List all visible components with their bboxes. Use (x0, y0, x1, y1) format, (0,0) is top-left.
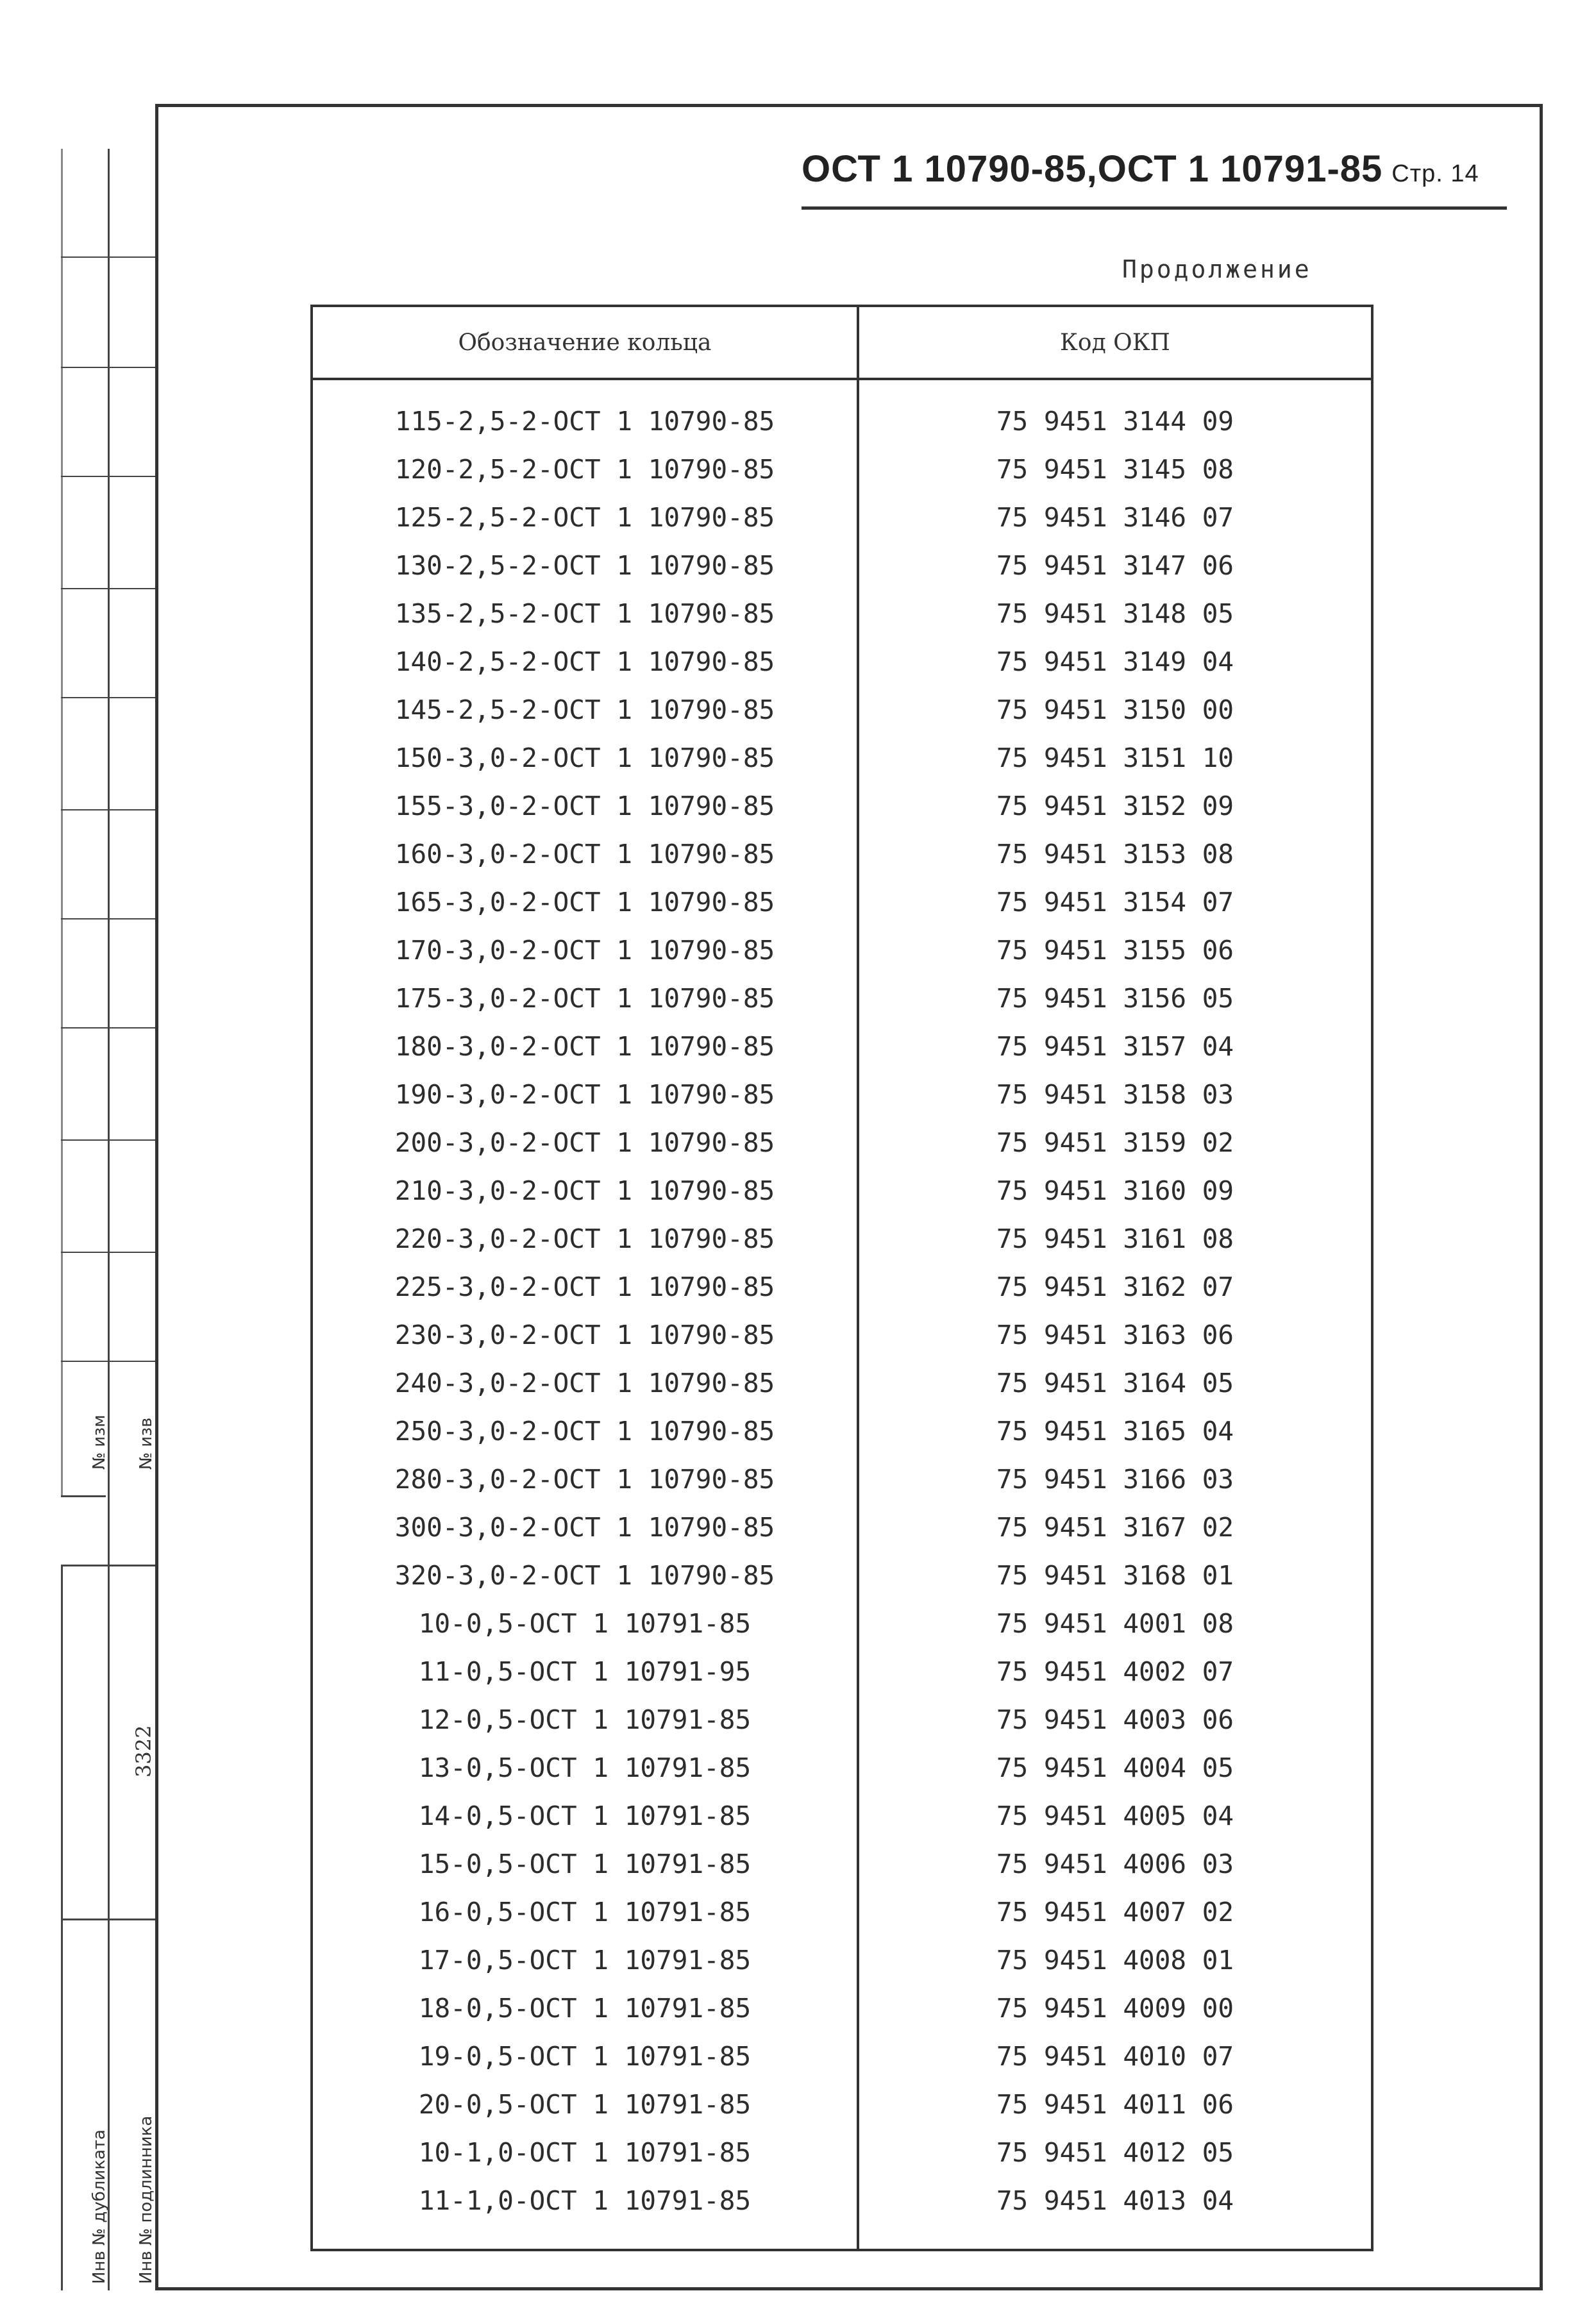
document-title: ОСТ 1 10790-85,ОСТ 1 10791-85 (802, 148, 1383, 190)
ring-designation-cell: 180-3,0-2-ОСТ 1 10790-85 (394, 1030, 775, 1062)
okp-code-cell: 75 9451 4010 07 (996, 2040, 1234, 2072)
okp-code-cell: 75 9451 3157 04 (996, 1030, 1234, 1062)
table-row (313, 878, 1371, 926)
okp-code-cell: 75 9451 4009 00 (996, 1992, 1234, 2024)
ring-designation-cell: 135-2,5-2-ОСТ 1 10790-85 (394, 598, 775, 629)
ring-designation-cell: 240-3,0-2-ОСТ 1 10790-85 (394, 1367, 775, 1398)
table-row (313, 1984, 1371, 2032)
ring-designation-cell: 120-2,5-2-ОСТ 1 10790-85 (394, 453, 775, 485)
page-number: Стр. 14 (1391, 160, 1479, 187)
table-row (313, 2080, 1371, 2128)
margin-tick (61, 697, 155, 698)
inv-podl-label: Инв № подлинника (137, 2115, 156, 2284)
okp-code-cell: 75 9451 3160 09 (996, 1175, 1234, 1206)
table-row (313, 1022, 1371, 1070)
inv-dubl-label: Инв № дубликата (90, 2129, 109, 2284)
ring-designation-cell: 20-0,5-ОСТ 1 10791-85 (418, 2088, 752, 2120)
ring-designation-cell: 150-3,0-2-ОСТ 1 10790-85 (394, 742, 775, 773)
table-row (313, 1792, 1371, 1840)
ring-designation-cell: 175-3,0-2-ОСТ 1 10790-85 (394, 982, 775, 1014)
okp-code-cell: 75 9451 3168 01 (996, 1559, 1234, 1591)
table-row (313, 830, 1371, 878)
okp-code-cell: 75 9451 3147 06 (996, 550, 1234, 581)
column-header-okp-code: Код ОКП (1060, 329, 1170, 356)
ring-designation-cell: 15-0,5-ОСТ 1 10791-85 (418, 1848, 752, 1879)
margin-edge (61, 1565, 63, 2290)
ring-designation-cell: 200-3,0-2-ОСТ 1 10790-85 (394, 1127, 775, 1158)
okp-code-cell: 75 9451 3153 08 (996, 838, 1234, 869)
margin-stamp-strip (61, 149, 155, 2290)
margin-tick (61, 1139, 155, 1141)
okp-code-cell: 75 9451 3156 05 (996, 982, 1234, 1014)
table-row (313, 1455, 1371, 1503)
izv-label: № изв (137, 1417, 156, 1470)
okp-code-cell: 75 9451 3146 07 (996, 501, 1234, 533)
margin-tick (61, 588, 155, 589)
table-row (313, 974, 1371, 1022)
okp-code-cell: 75 9451 3163 06 (996, 1319, 1234, 1350)
table-row (313, 397, 1371, 445)
margin-tick (61, 367, 155, 368)
margin-tick (61, 476, 155, 477)
ring-designation-cell: 18-0,5-ОСТ 1 10791-85 (418, 1992, 752, 2024)
table-row (313, 589, 1371, 637)
okp-code-cell: 75 9451 3161 08 (996, 1223, 1234, 1254)
ring-designation-cell: 125-2,5-2-ОСТ 1 10790-85 (394, 501, 775, 533)
ring-designation-cell: 300-3,0-2-ОСТ 1 10790-85 (394, 1511, 775, 1543)
table-row (313, 493, 1371, 541)
okp-code-cell: 75 9451 3159 02 (996, 1127, 1234, 1158)
ring-code-table (310, 305, 1373, 2251)
okp-code-cell: 75 9451 3151 10 (996, 742, 1234, 773)
margin-tick (61, 1027, 155, 1029)
table-row (313, 1214, 1371, 1263)
ring-designation-cell: 280-3,0-2-ОСТ 1 10790-85 (394, 1463, 775, 1495)
table-row (313, 1647, 1371, 1695)
table-row (313, 2032, 1371, 2080)
margin-tick (61, 1919, 155, 1920)
table-row (313, 637, 1371, 685)
okp-code-cell: 75 9451 4004 05 (996, 1752, 1234, 1783)
table-row (313, 445, 1371, 493)
ring-designation-cell: 17-0,5-ОСТ 1 10791-85 (418, 1944, 752, 1976)
table-row (313, 1503, 1371, 1551)
okp-code-cell: 75 9451 3154 07 (996, 886, 1234, 918)
margin-tick (61, 918, 155, 919)
margin-tick (61, 809, 155, 810)
header-underline (802, 206, 1507, 210)
ring-designation-cell: 10-1,0-ОСТ 1 10791-85 (418, 2137, 752, 2168)
okp-code-cell: 75 9451 3149 04 (996, 646, 1234, 677)
ring-designation-cell: 14-0,5-ОСТ 1 10791-85 (418, 1800, 752, 1831)
ring-designation-cell: 170-3,0-2-ОСТ 1 10790-85 (394, 934, 775, 966)
okp-code-cell: 75 9451 3162 07 (996, 1271, 1234, 1302)
ring-designation-cell: 155-3,0-2-ОСТ 1 10790-85 (394, 790, 775, 821)
table-row (313, 1118, 1371, 1166)
ring-designation-cell: 230-3,0-2-ОСТ 1 10790-85 (394, 1319, 775, 1350)
ring-designation-cell: 210-3,0-2-ОСТ 1 10790-85 (394, 1175, 775, 1206)
table-row (313, 541, 1371, 589)
table-row (313, 1166, 1371, 1214)
margin-divider (108, 149, 110, 2290)
okp-code-cell: 75 9451 3148 05 (996, 598, 1234, 629)
okp-code-cell: 75 9451 3165 04 (996, 1415, 1234, 1447)
ring-designation-cell: 190-3,0-2-ОСТ 1 10790-85 (394, 1079, 775, 1110)
table-row (313, 734, 1371, 782)
okp-code-cell: 75 9451 3166 03 (996, 1463, 1234, 1495)
okp-code-cell: 75 9451 4008 01 (996, 1944, 1234, 1976)
column-header-designation: Обозначение кольца (458, 329, 712, 356)
okp-code-cell: 75 9451 4002 07 (996, 1656, 1234, 1687)
margin-tick (61, 1565, 155, 1566)
table-row (313, 1263, 1371, 1311)
ring-designation-cell: 10-0,5-ОСТ 1 10791-85 (418, 1608, 752, 1639)
okp-code-cell: 75 9451 3158 03 (996, 1079, 1234, 1110)
okp-code-cell: 75 9451 4006 03 (996, 1848, 1234, 1879)
ring-designation-cell: 165-3,0-2-ОСТ 1 10790-85 (394, 886, 775, 918)
table-row (313, 1311, 1371, 1359)
ring-designation-cell: 140-2,5-2-ОСТ 1 10790-85 (394, 646, 775, 677)
ring-designation-cell: 13-0,5-ОСТ 1 10791-85 (418, 1752, 752, 1783)
ring-designation-cell: 160-3,0-2-ОСТ 1 10790-85 (394, 838, 775, 869)
ring-designation-cell: 250-3,0-2-ОСТ 1 10790-85 (394, 1415, 775, 1447)
margin-tick (61, 256, 155, 258)
table-row (313, 1599, 1371, 1647)
table-row (313, 2128, 1371, 2176)
okp-code-cell: 75 9451 4013 04 (996, 2185, 1234, 2216)
margin-number: 3322 (131, 1725, 156, 1777)
okp-code-cell: 75 9451 4005 04 (996, 1800, 1234, 1831)
margin-edge (61, 149, 63, 1495)
ring-designation-cell: 11-0,5-ОСТ 1 10791-95 (418, 1656, 752, 1687)
table-row (313, 782, 1371, 830)
ring-designation-cell: 19-0,5-ОСТ 1 10791-85 (418, 2040, 752, 2072)
okp-code-cell: 75 9451 3155 06 (996, 934, 1234, 966)
okp-code-cell: 75 9451 3152 09 (996, 790, 1234, 821)
table-row (313, 1407, 1371, 1455)
table-row (313, 926, 1371, 974)
ring-designation-cell: 130-2,5-2-ОСТ 1 10790-85 (394, 550, 775, 581)
ring-designation-cell: 225-3,0-2-ОСТ 1 10790-85 (394, 1271, 775, 1302)
margin-tick (61, 1495, 106, 1497)
margin-tick (61, 1361, 155, 1362)
okp-code-cell: 75 9451 4003 06 (996, 1704, 1234, 1735)
table-row (313, 1888, 1371, 1936)
okp-code-cell: 75 9451 4007 02 (996, 1896, 1234, 1927)
ring-designation-cell: 115-2,5-2-ОСТ 1 10790-85 (394, 405, 775, 437)
ring-designation-cell: 145-2,5-2-ОСТ 1 10790-85 (394, 694, 775, 725)
header-divider (313, 378, 1371, 380)
ring-designation-cell: 12-0,5-ОСТ 1 10791-85 (418, 1704, 752, 1735)
document-header (802, 147, 1479, 190)
table-row (313, 1695, 1371, 1743)
ring-designation-cell: 320-3,0-2-ОСТ 1 10790-85 (394, 1559, 775, 1591)
table-row (313, 1359, 1371, 1407)
okp-code-cell: 75 9451 3164 05 (996, 1367, 1234, 1398)
okp-code-cell: 75 9451 3144 09 (996, 405, 1234, 437)
table-row (313, 1840, 1371, 1888)
table-row (313, 2176, 1371, 2224)
table-row (313, 1070, 1371, 1118)
okp-code-cell: 75 9451 4011 06 (996, 2088, 1234, 2120)
okp-code-cell: 75 9451 4012 05 (996, 2137, 1234, 2168)
okp-code-cell: 75 9451 4001 08 (996, 1608, 1234, 1639)
izm-label: № изм (90, 1415, 109, 1470)
ring-designation-cell: 11-1,0-ОСТ 1 10791-85 (418, 2185, 752, 2216)
continuation-label: Продолжение (1122, 255, 1312, 283)
okp-code-cell: 75 9451 3150 00 (996, 694, 1234, 725)
okp-code-cell: 75 9451 3167 02 (996, 1511, 1234, 1543)
table-row (313, 1936, 1371, 1984)
table-row (313, 685, 1371, 734)
ring-designation-cell: 16-0,5-ОСТ 1 10791-85 (418, 1896, 752, 1927)
margin-tick (61, 1252, 155, 1253)
table-row (313, 1743, 1371, 1792)
ring-designation-cell: 220-3,0-2-ОСТ 1 10790-85 (394, 1223, 775, 1254)
table-row (313, 1551, 1371, 1599)
okp-code-cell: 75 9451 3145 08 (996, 453, 1234, 485)
